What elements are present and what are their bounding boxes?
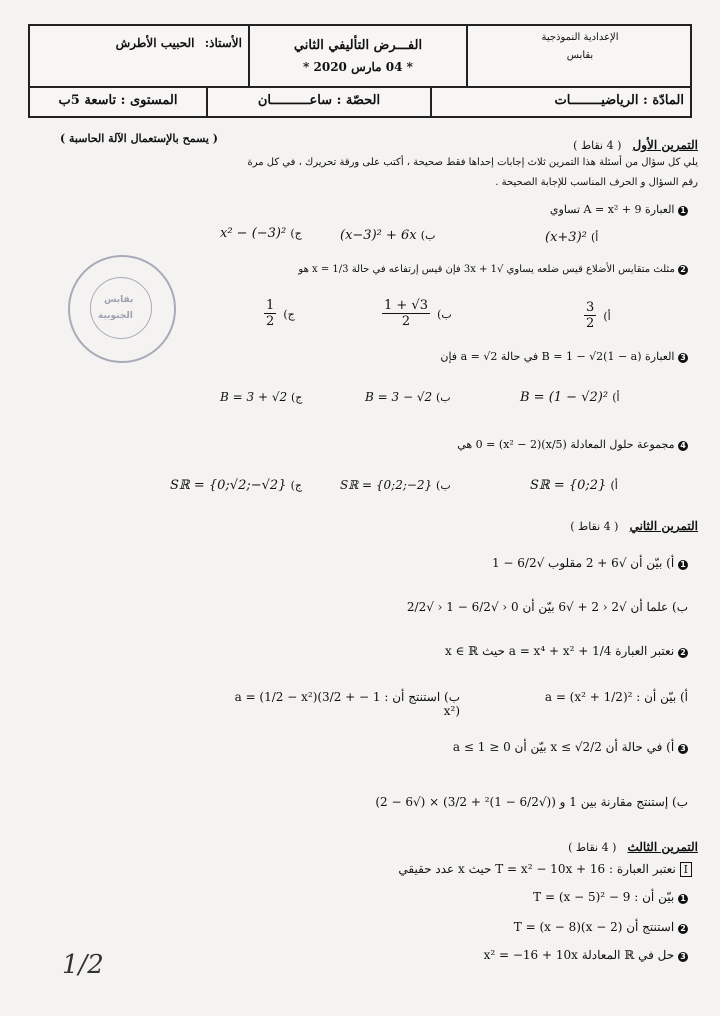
school-line2: بقابس [566,50,594,61]
ex1-title-row [298,134,698,153]
ex2-l2: ب) علما أن √2 ‹ 2 + √6 بيّن أن 0 ‹ √6/2 − 1 ‹ √2/2 [406,600,688,614]
page-number: 1/2 [62,950,104,980]
ex2-l5: 3 أ) في حالة أن x ≤ √2/2 بيّن أن 0 ≤ a ≤ 1 [188,740,688,754]
ex1-q1-c: x² − (−3)² (ج [220,226,302,241]
ex2-points: ( 4 نقاط ) [570,520,619,533]
level [32,93,204,108]
ex1-q2-c: $\frac{1}{2}$ (ج [266,298,295,329]
ex3-l3: 3 حل في ℝ المعادلة x² = −16 + 10x [388,948,688,962]
ex1-intro1: يلي كل سؤال من أسئلة هذا التمرين ثلاث إجابات إحداها فقط صحيحة ، أكتب على ورقة تحريرك ، في كل مرة [247,157,698,168]
ex1-q2 [168,264,688,275]
ex1-points: ( 4 نقاط ) [573,139,622,152]
ex2-title: التمرين الثاني [629,519,698,533]
ex3-part-box: I [680,862,692,877]
bullet-2: 2 [678,265,688,275]
bullet-4: 4 [678,441,688,451]
ex1-q1-text: العبارة A = x² + 9 تساوي [549,203,675,216]
ex1-q3-c: B = 3 + √2 (ج [220,390,303,404]
ex1-q4-b: Sℝ = {0;2;−2} (ب [340,478,451,492]
ex1-q2-text: مثلث متقايس الأضلاع قيس ضلعه يساوي √3x + 1 فإن قيس إرتفاعه في حالة x = 1/3 هو [298,264,675,275]
ex2-l3: 2 نعتبر العبارة a = x⁴ + x² + 1/4 حيث x ∈ ℝ [188,644,688,658]
exam-title: الفـــرض التأليفي الثاني [293,38,423,53]
ex3-l1: 1 بيّن أن : T = (x − 5)² − 9 [388,890,688,904]
header-cell-teacher [28,24,250,88]
ex1-q1-a: (x+3)² (أ [545,230,599,245]
ex3-points: ( 4 نقاط ) [568,841,617,854]
stamp-center1: بقابس [104,295,134,305]
ex1-q3-a: B = (1 − √2)² (أ [520,390,620,405]
ex3-title: التمرين الثالث [627,840,698,854]
ex1-q4-a: Sℝ = {0;2} (أ [530,478,618,493]
ex1-q4-c: Sℝ = {0;√2;−√2} (ج [170,478,302,493]
subject: المادّة : الرياضيــــــــات [554,93,684,108]
teacher-label: الأستاذ: [204,36,242,50]
ex1-q1-b: (x−3)² + 6x (ب [340,228,436,243]
ex3-title-row [298,836,698,855]
ex1-title: التمرين الأول [632,138,698,152]
stamp-center2: الجنوبية [98,311,133,321]
ex1-q3-text: العبارة B = 1 − √2(1 − a) في حالة a = √2 فإن [440,350,675,363]
ex2-l4a: أ) بيّن أن : a = (x² + 1/2)² [544,690,688,704]
ex1-q1 [188,203,688,216]
ex1-q3-b: B = 3 − √2 (ب [365,390,451,404]
ex3-l0: I نعتبر العبارة : T = x² − 10x + 16 حيث x عدد حقيقي [312,862,692,877]
ex2-title-row [298,515,698,534]
school-line1: الإعدادية النموذجية [541,32,619,43]
ex1-q4-text: مجموعة حلول المعادلة (x/5)(x² − 2) = 0 هي [457,438,675,451]
official-stamp [68,255,176,363]
ex2-l6: ب) إستنتج مقارنة بين 1 و ((√6/2 − 1)² + 3/2) × (√6 − 2) [375,795,688,809]
bullet-1: 1 [678,206,688,216]
ex2-l4b: ب) استنتج أن : 1 − a = (1/2 − x²)(3/2 + x²) [234,690,460,718]
ex1-q2-b: $\frac{1 + √3}{2}$ (ب [384,298,452,329]
duration: الحصّة : ساعــــــــــان [257,93,381,108]
ex1-q3 [168,350,688,363]
calculator-note: ( يسمح بالإستعمال الآلة الحاسبة ) [60,132,218,145]
exam-date: * 04 مارس 2020 * [303,60,413,74]
level-label: المستوى : [120,93,178,108]
ex2-l1: 1 أ) بيّن أن √6 + 2 مقلوب √6/2 − 1 [188,556,688,570]
header-cell-title [248,24,468,88]
ex1-q4 [268,438,688,451]
ex1-q2-a: $\frac{3}{2}$ (أ [586,300,611,331]
ex1-intro2: رقم السؤال و الحرف المناسب للإجابة الصحيحة . [495,177,698,188]
teacher [36,36,242,50]
level-value: تاسعة 5ب [58,93,117,108]
bullet-3: 3 [678,353,688,363]
ex3-l2: 2 استنتج أن T = (x − 8)(x − 2) [388,920,688,934]
teacher-name: الحبيب الأطرش [115,36,195,50]
